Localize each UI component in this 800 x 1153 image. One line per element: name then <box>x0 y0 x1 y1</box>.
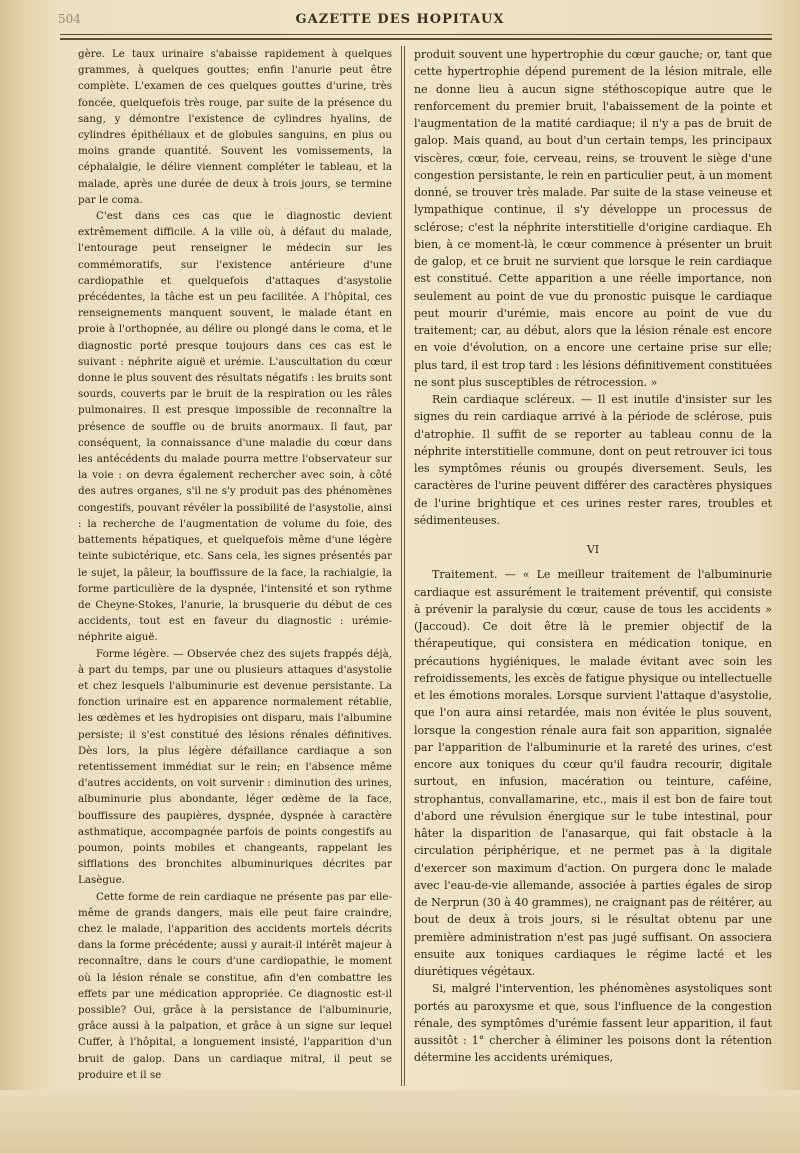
left-column <box>78 46 392 1083</box>
left-paragraph-2: C'est dans ces cas que le diagnostic devient extrêmement difficile. A la ville où, à défaut du malade, l'entourage peut renseigner le médecin sur les commémoratifs, sur l'existence antérieure d'une cardiopathie et quelquefois d'attaques d'asystolie précédentes, la tâche est un peu facilitée. A l'hôpital, ces renseignements manquent souvent, le malade étant en proie à l'orthopnée, au délire ou plongé dans le coma, et le diagnostic porté presque toujours dans ces cas est le suivant : néphrite aiguë et urémie. L'auscultation du cœur donne le plus souvent des résultats négatifs : les bruits sont sourds, couverts par le bruit de la respiration ou les râles pulmonaires. Il est presque impossible de reconnaître la présence de souffle ou de bruits anormaux. Il faut, par conséquent, la connaissance d'une maladie du cœur dans les antécédents du malade pourra mettre l'observateur sur la voie : on devra également rechercher avec soin, à côté des autres organes, s'il ne s'y produit pas des phénomènes congestifs, pouvant révéler la possibilité de l'asystolie, ainsi : la recherche de l'augmentation de volume du foie, des battements hépatiques, et quelquefois même d'une légère teinte subictérique, etc. Sans cela, les signes présentés par le sujet, la pâleur, la bouffissure de la face, la rachialgie, la forme particulière de la dyspnée, l'intensité et son rythme de Cheyne-Stokes, l'anurie, la brusquerie du début de ces accidents, tout est en faveur du diagnostic : urémie-néphrite aiguë. <box>78 210 392 644</box>
left-paragraph-1: gère. Le taux urinaire s'abaisse rapidement à quelques grammes, à quelques gouttes; enfin l'anurie peut être complète. L'examen de ces quelques gouttes d'urine, très foncée, quelquefois très rouge, par suite de la présence du sang, y démontre l'existence de cylindres hyalins, de cylindres épithéliaux et de globules sanguins, en plus ou moins grande quantité. Souvent les vomissements, la céphalalgie, le délire viennent compléter le tableau, et la malade, après une durée de deux à trois jours, se termine par le coma. <box>78 48 392 206</box>
section-heading: VI <box>586 543 600 556</box>
left-paragraph-3: Forme légère. — Observée chez des sujets frappés déjà, à part du temps, par une ou plusieurs attaques d'asystolie et chez lesquels l'albuminurie est devenue persistante. La fonction urinaire est en apparence normalement rétablie, les œdèmes et les hydropisies ont disparu, mais l'albumine persiste; il s'est constitué des lésions rénales définitives. Dès lors, la plus légère défaillance cardiaque a son retentissement immédiat sur le rein; en l'absence même d'autres accidents, on voit survenir : diminution des urines, albuminurie plus abondante, léger œdème de la face, bouffissure des paupières, dyspnée, dyspnée à caractère asthmatique, accompagnée parfois de points congestifs au poumon, points mobiles et changeants, rappelant les sifflations des bronchites albuminuriques décrites par Lasègue. <box>78 647 392 887</box>
left-paragraph-4: Cette forme de rein cardiaque ne présente pas par elle-même de grands dangers, mais elle peut faire craindre, chez le malade, l'apparition des accidents mortels décrits dans la forme précédente; aussi y aurait-il intérêt majeur à reconnaître, dans le cours d'une cardiopathie, le moment où la lésion rénale se constitue, afin d'en combattre les effets par une médication appropriée. Ce diagnostic est-il possible? Oui, grâce à la persistance de l'albuminurie, grâce aussi à la palpation, et grâce à un signe sur lequel Cuffer, à l'hôpital, a longuement insisté, l'apparition d'un bruit de galop. Dans un cardiaque mitral, il peut se produire et il se <box>78 890 392 1081</box>
column-divider <box>404 46 405 1086</box>
right-paragraph-4: Si, malgré l'intervention, les phénomènes asystoliques sont portés au paroxysme et que, sous l'influence de la congestion rénale, des symptômes d'urémie fassent leur apparition, il faut aussitôt : 1° chercher à éliminer les poisons dont la rétention détermine les accidents urémiques, <box>414 982 772 1065</box>
right-paragraph-2: Rein cardiaque scléreux. — Il est inutile d'insister sur les signes du rein cardiaque arrivé à la période de sclérose, puis d'atrophie. Il suffit de se reporter au tableau connu de la néphrite interstitielle commune, dont on peut retrouver ici tous les symptômes réunis ou groupés diversement. Seuls, les caractères de l'urine peuvent différer des caractères physiques de l'urine brightique et ces urines rester rares, troubles et sédimenteuses. <box>414 393 772 527</box>
right-paragraph-3: Traitement. — « Le meilleur traitement de l'albuminurie cardiaque est assurément le traitement préventif, qui consiste à prévenir la paralysie du cœur, cause de tous les accidents » (Jaccoud). Ce doit être là le premier objectif de la thérapeutique, qui consistera en médication tonique, en précautions hygiéniques, le malade évitant avec soin les refroidissements, les excès de fatigue physique ou intellectuelle et les émotions morales. Lorsque survient l'attaque d'asystolie, que l'on aura ainsi retardée, mais non évitée le plus souvent, lorsque la congestion rénale aura fait son apparition, signalée par l'apparition de l'albuminurie et la rareté des urines, c'est encore aux toniques du cœur qu'il faudra recourir, digitale surtout, en infusion, macération ou teinture, caféine, strophantus, convallamarine, etc., mais il est bon de faire tout d'abord une révulsion énergique sur le tube intestinal, pour hâter la disparition de l'anasarque, qui fait obstacle à la circulation périphérique, et ne permet pas à la digitale d'exercer son maximum d'action. On purgera donc le malade avec l'eau-de-vie allemande, associée à parties égales de sirop de Nerprun (30 à 40 grammes), ne craignant pas de réitérer, au bout de deux à trois jours, si le résultat obtenu par une première administration n'est pas jugé suffisant. On associera ensuite aux toniques cardiaques le régime lacté et les diurétiques végétaux. <box>414 568 772 978</box>
page-title: GAZETTE DES HOPITAUX <box>295 12 505 27</box>
page-bottom-margin <box>0 1090 800 1153</box>
right-column <box>414 46 772 1067</box>
right-paragraph-1: produit souvent une hypertrophie du cœur gauche; or, tant que cette hypertrophie dépend purement de la lésion mitrale, elle ne donne lieu à aucun signe stéthoscopique autre que le renforcement du premier bruit, l'abaissement de la pointe et l'augmentation de la matité cardiaque; il n'y a pas de bruit de galop. Mais quand, au bout d'un certain temps, les principaux viscères, cœur, foie, cerveau, reins, se trouvent le siège d'une congestion persistante, le rein en particulier peut, à un moment donné, se trouver très malade. Par suite de la stase veineuse et lympathique continue, il s'y développe un processus de sclérose; c'est la néphrite interstitielle d'origine cardiaque. Eh bien, à ce moment-là, le cœur commence à présenter un bruit de galop, et ce bruit ne survient que lorsque le rein cardiaque est constitué. Cette apparition a une réelle importance, non seulement au point de vue du pronostic puisque le cardiaque peut mourir d'urémie, mais encore au point de vue du traitement; car, au début, alors que la lésion rénale est encore en voie d'évolution, on a encore une certaine prise sur elle; plus tard, il est trop tard : les lésions définitivement constituées ne sont plus susceptibles de rétrocession. » <box>414 48 772 389</box>
column-divider <box>401 46 402 1086</box>
header-rule-thick <box>60 38 772 40</box>
header-rule <box>60 34 772 35</box>
page-number: 504 <box>58 12 81 26</box>
